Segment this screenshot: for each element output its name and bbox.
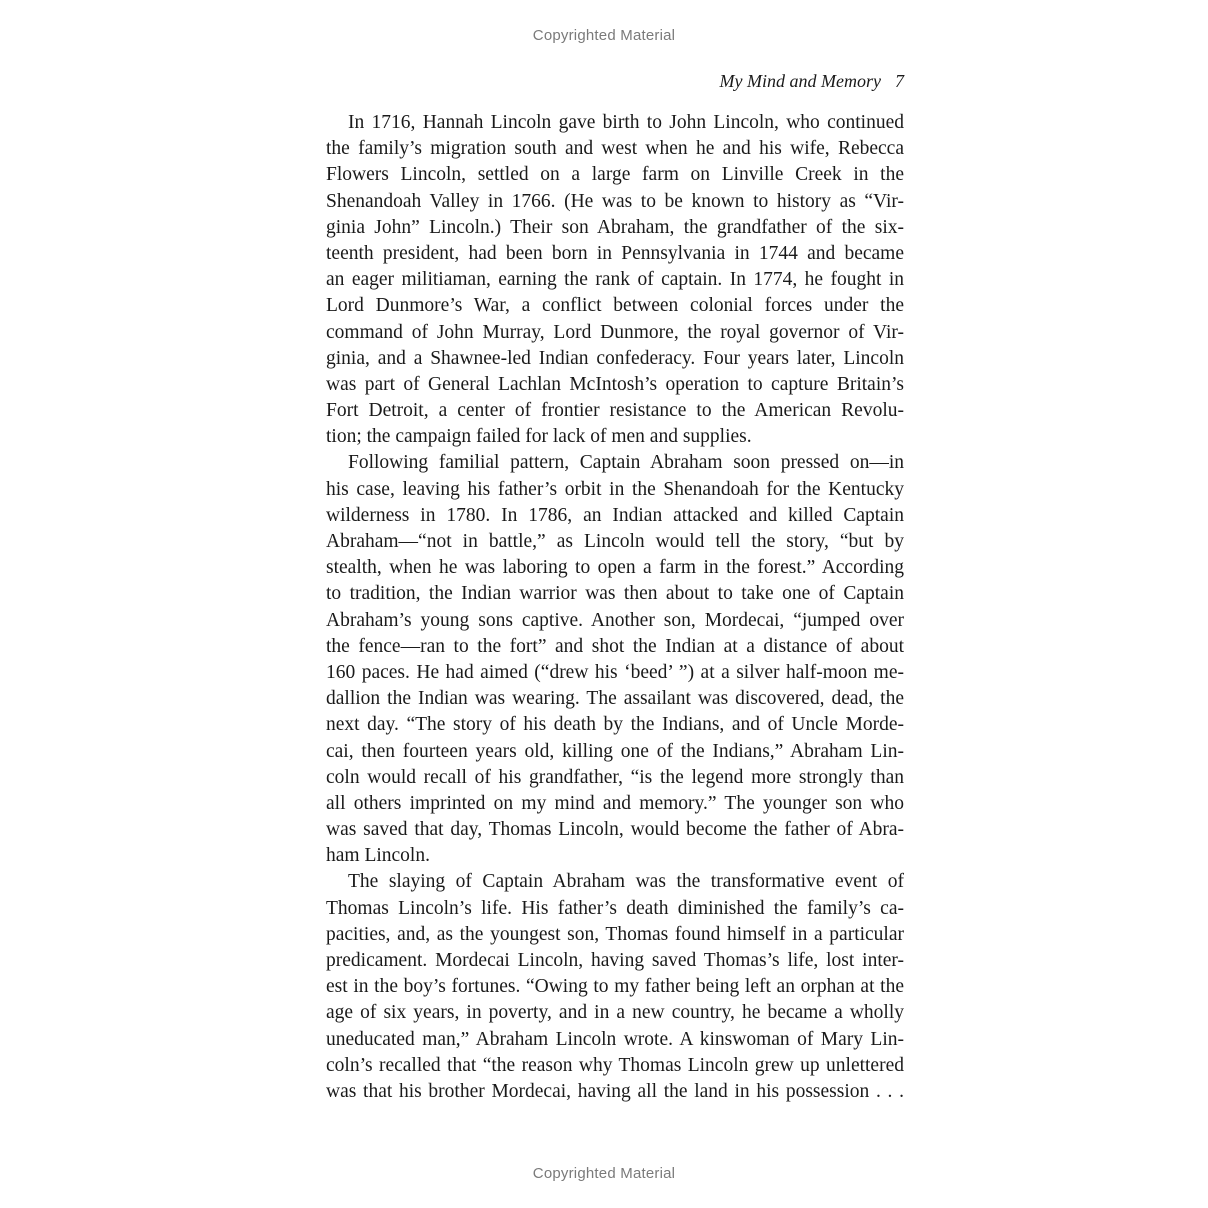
- text-line: pacities, and, as the youngest son, Thomas found himself in a particular: [326, 923, 904, 945]
- paragraph: [326, 110, 904, 450]
- text-line: Thomas Lincoln’s life. His father’s death diminished the family’s ca-: [326, 897, 904, 919]
- text-line: Abraham—“not in battle,” as Lincoln would tell the story, “but by: [326, 531, 904, 552]
- text-line: coln’s recalled that “the reason why Thomas Lincoln grew up unlettered: [326, 1054, 904, 1076]
- text-line: uneducated man,” Abraham Lincoln wrote. A kinswoman of Mary Lin-: [326, 1028, 904, 1050]
- text-line: Abraham’s young sons captive. Another son, Mordecai, “jumped over: [326, 609, 904, 631]
- copyright-watermark-top: Copyrighted Material: [532, 27, 676, 44]
- text-line: est in the boy’s fortunes. “Owing to my father being left an orphan at the: [326, 976, 904, 998]
- body-text: [326, 110, 904, 1105]
- text-line: Following familial pattern, Captain Abraham soon pressed on—in: [348, 452, 904, 474]
- text-line: 160 paces. He had aimed (“drew his ‘beed’ ”) at a silver half-moon me-: [326, 661, 904, 683]
- text-line: ginia, and a Shawnee-led Indian confederacy. Four years later, Lincoln: [326, 347, 904, 369]
- text-line: The slaying of Captain Abraham was the transformative event of: [348, 871, 904, 893]
- text-line: coln would recall of his grandfather, “is the legend more strongly than: [326, 766, 904, 788]
- text-line: an eager militiaman, earning the rank of captain. In 1774, he fought in: [326, 269, 904, 291]
- text-line: cai, then fourteen years old, killing one of the Indians,” Abraham Lin-: [326, 740, 904, 762]
- running-head-title: My Mind and Memory: [719, 71, 881, 91]
- text-line: ginia John” Lincoln.) Their son Abraham, the grandfather of the six-: [326, 216, 904, 238]
- text-line: Shenandoah Valley in 1766. (He was to be known to history as “Vir-: [326, 190, 904, 212]
- text-line: Fort Detroit, a center of frontier resistance to the American Revolu-: [326, 400, 904, 422]
- text-line: tion; the campaign failed for lack of men and supplies.: [326, 426, 752, 448]
- text-line: teenth president, had been born in Pennsylvania in 1744 and became: [326, 242, 904, 264]
- text-line: command of John Murray, Lord Dunmore, the royal governor of Vir-: [326, 321, 904, 343]
- text-line: In 1716, Hannah Lincoln gave birth to John Lincoln, who continued: [348, 112, 904, 133]
- paragraph: [326, 869, 904, 1105]
- text-line: all others imprinted on my mind and memory.” The younger son who: [326, 792, 904, 814]
- text-line: ham Lincoln.: [326, 845, 430, 867]
- text-line: wilderness in 1780. In 1786, an Indian attacked and killed Captain: [326, 504, 904, 526]
- text-line: his case, leaving his father’s orbit in the Shenandoah for the Kentucky: [326, 478, 904, 500]
- text-line: was part of General Lachlan McIntosh’s operation to capture Britain’s: [326, 373, 904, 395]
- text-line: was saved that day, Thomas Lincoln, would become the father of Abra-: [326, 819, 904, 841]
- text-line: to tradition, the Indian warrior was then about to take one of Captain: [326, 583, 904, 605]
- text-line: dallion the Indian was wearing. The assailant was discovered, dead, the: [326, 688, 904, 710]
- paragraph: [326, 450, 904, 869]
- text-line: the fence—ran to the fort” and shot the Indian at a distance of about: [326, 635, 904, 657]
- text-line: next day. “The story of his death by the Indians, and of Uncle Morde-: [326, 714, 904, 736]
- text-line: predicament. Mordecai Lincoln, having saved Thomas’s life, lost inter-: [326, 950, 904, 971]
- text-line: age of six years, in poverty, and in a new country, he became a wholly: [326, 1002, 904, 1024]
- page-number: 7: [895, 71, 904, 91]
- text-line: the family’s migration south and west when he and his wife, Rebecca: [326, 138, 904, 160]
- text-line: stealth, when he was laboring to open a farm in the forest.” According: [326, 557, 904, 579]
- running-head: [326, 71, 904, 92]
- text-line: Flowers Lincoln, settled on a large farm on Linville Creek in the: [326, 164, 904, 186]
- text-line: was that his brother Mordecai, having all the land in his possession . . .: [326, 1080, 904, 1102]
- text-line: Lord Dunmore’s War, a conflict between colonial forces under the: [326, 295, 904, 317]
- copyright-watermark-bottom: Copyrighted Material: [532, 1165, 676, 1182]
